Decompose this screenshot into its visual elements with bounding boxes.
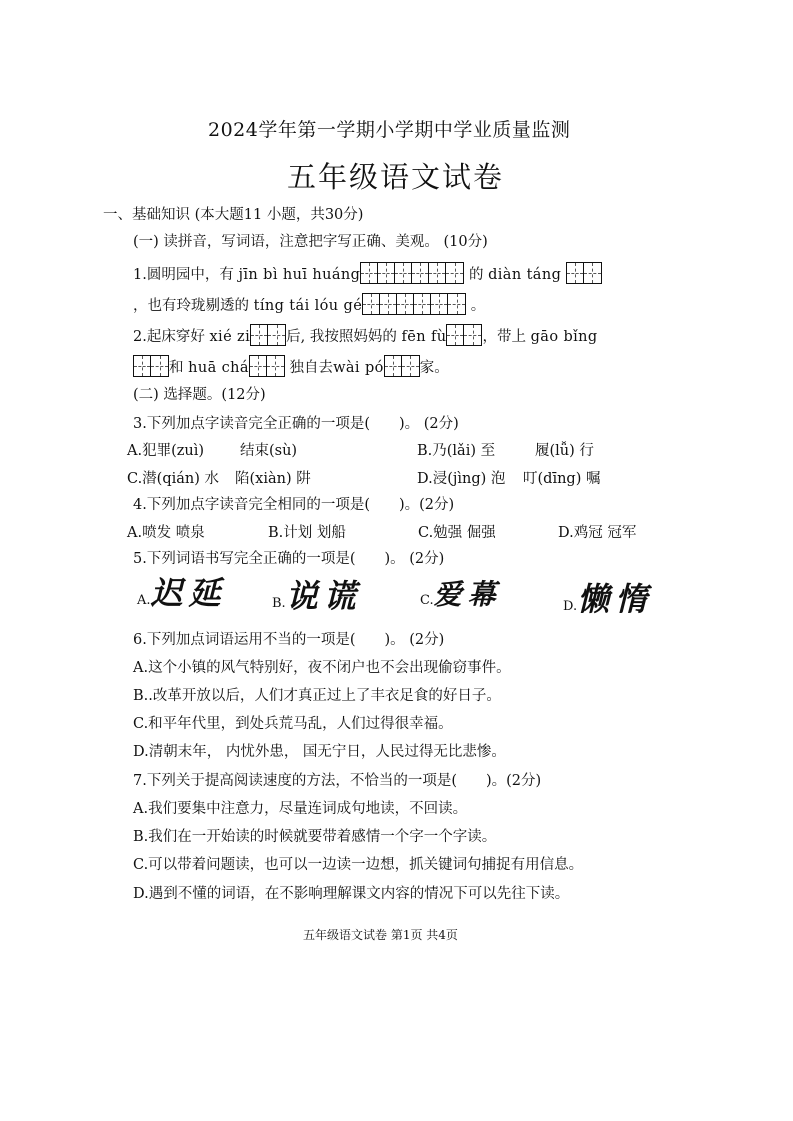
q1-text-b: 的 bbox=[464, 267, 489, 283]
q1-line2 bbox=[133, 293, 485, 316]
q6-stem: 6.下列加点词语运用不当的一项是( )。 (2分) bbox=[133, 632, 445, 648]
q2-line1 bbox=[133, 324, 598, 347]
q1-pinyin-1: jīn bì huī huáng bbox=[238, 267, 361, 283]
q5-option-b-label: B. bbox=[272, 596, 286, 611]
q5-option-a[interactable] bbox=[137, 568, 227, 614]
q4-option-c[interactable]: C.勉强 倔强 bbox=[418, 525, 496, 541]
part1-heading: (一) 读拼音，写词语，注意把字写正确、美观。 (10分) bbox=[133, 234, 488, 250]
q3-option-a1[interactable]: A.犯罪(zuì) bbox=[127, 443, 205, 459]
page-footer: 五年级语文试卷 第1页 共4页 bbox=[303, 928, 458, 942]
q5-option-c-label: C. bbox=[420, 593, 434, 608]
q7-option-d[interactable]: D.遇到不懂的词语，在不影响理解课文内容的情况下可以先往下读。 bbox=[133, 886, 570, 902]
q3-option-a2: 结束(sù) bbox=[240, 443, 298, 459]
q4-option-b[interactable]: B.计划 划船 bbox=[268, 525, 346, 541]
answer-grid-2[interactable] bbox=[566, 262, 602, 284]
q2-text-d: 和 bbox=[169, 360, 189, 376]
q6-option-c[interactable]: C.和平年代里，到处兵荒马乱，人们过得很幸福。 bbox=[133, 716, 453, 732]
q3-stem: 3.下列加点字读音完全正确的一项是( )。 (2分) bbox=[133, 416, 459, 432]
q2-pinyin-1: xié zi bbox=[209, 329, 251, 345]
answer-grid-2[interactable] bbox=[250, 324, 286, 346]
q3-option-d2: 叮(dīng) 嘱 bbox=[523, 471, 601, 487]
q6-option-a[interactable]: A.这个小镇的风气特别好，夜不闭户也不会出现偷窃事件。 bbox=[133, 660, 511, 676]
q2-pinyin-4: huā chá bbox=[188, 360, 249, 376]
q4-option-d[interactable]: D.鸡冠 冠军 bbox=[558, 525, 637, 541]
answer-grid-4[interactable] bbox=[360, 262, 464, 284]
q3-option-b1[interactable]: B.乃(lǎi) 至 bbox=[417, 443, 496, 459]
q6-option-b[interactable]: B..改革开放以后，人们才真正过上了丰衣足食的好日子。 bbox=[133, 688, 501, 704]
answer-grid-2[interactable] bbox=[133, 355, 169, 377]
part2-heading: (二) 选择题。(12分) bbox=[133, 387, 266, 403]
q5-option-c-handwriting: 爱幕 bbox=[433, 578, 502, 611]
q7-option-a[interactable]: A.我们要集中注意力，尽量连词成句地读，不回读。 bbox=[133, 801, 468, 817]
q4-option-a[interactable]: A.喷发 喷泉 bbox=[127, 525, 205, 541]
q2-line2 bbox=[133, 355, 449, 378]
q2-text-b: 后, 我按照妈妈的 bbox=[286, 329, 402, 345]
q5-option-d-handwriting: 懒惰 bbox=[577, 580, 654, 618]
q7-option-b[interactable]: B.我们在一开始读的时候就要带着感情一个字一个字读。 bbox=[133, 829, 497, 845]
q2-pinyin-5: wài pó bbox=[333, 360, 384, 376]
q2-text-f: 家。 bbox=[419, 360, 449, 376]
q5-option-c[interactable] bbox=[420, 573, 502, 613]
q5-option-d-label: D. bbox=[563, 599, 578, 614]
q3-option-c2: 陷(xiàn) 阱 bbox=[235, 471, 311, 487]
answer-grid-2[interactable] bbox=[384, 355, 420, 377]
q5-option-b[interactable] bbox=[272, 571, 362, 617]
q5-option-d[interactable] bbox=[563, 574, 653, 620]
q5-option-a-handwriting: 迟延 bbox=[150, 574, 227, 612]
q5-option-b-handwriting: 说谎 bbox=[285, 577, 362, 615]
q5-stem: 5.下列词语书写完全正确的一项是( )。 (2分) bbox=[133, 551, 445, 567]
q7-stem: 7.下列关于提高阅读速度的方法，不恰当的一项是( )。(2分) bbox=[133, 773, 542, 789]
answer-grid-2[interactable] bbox=[446, 324, 482, 346]
exam-subtitle: 五年级语文试卷 bbox=[287, 160, 505, 194]
q4-stem: 4.下列加点字读音完全相同的一项是( )。(2分) bbox=[133, 497, 455, 513]
q2-text-a: 2.起床穿好 bbox=[133, 329, 210, 345]
q1-line1 bbox=[133, 262, 602, 285]
q1-text-d: 。 bbox=[466, 298, 486, 314]
q1-text-a: 1.圆明园中，有 bbox=[133, 267, 239, 283]
q2-pinyin-3: gāo bǐng bbox=[530, 329, 598, 345]
q6-option-d[interactable]: D.清朝末年， 内忧外患， 国无宁日，人民过得无比悲惨。 bbox=[133, 744, 506, 760]
q3-option-b2: 履(lǚ) 行 bbox=[535, 443, 594, 459]
section-heading: 一、基础知识 (本大题11 小题，共30分) bbox=[103, 207, 364, 223]
exam-header-title: 2024学年第一学期小学期中学业质量监测 bbox=[208, 119, 571, 141]
q5-option-a-label: A. bbox=[137, 593, 151, 608]
q3-option-d1[interactable]: D.浸(jìng) 泡 bbox=[417, 471, 506, 487]
answer-grid-2[interactable] bbox=[249, 355, 285, 377]
answer-grid-4[interactable] bbox=[362, 293, 466, 315]
q1-pinyin-3: tíng tái lóu gé bbox=[253, 298, 363, 314]
q2-text-c: ，带上 bbox=[482, 329, 531, 345]
q1-pinyin-2: diàn táng bbox=[488, 267, 562, 283]
q2-pinyin-2: fēn fù bbox=[401, 329, 447, 345]
q2-text-e: 独自去 bbox=[284, 360, 334, 376]
q7-option-c[interactable]: C.可以带着问题读，也可以一边读一边想，抓关键词句捕捉有用信息。 bbox=[133, 857, 584, 873]
q3-option-c1[interactable]: C.潜(qián) 水 bbox=[127, 471, 220, 487]
q1-text-c: ，也有玲珑剔透的 bbox=[133, 298, 254, 314]
